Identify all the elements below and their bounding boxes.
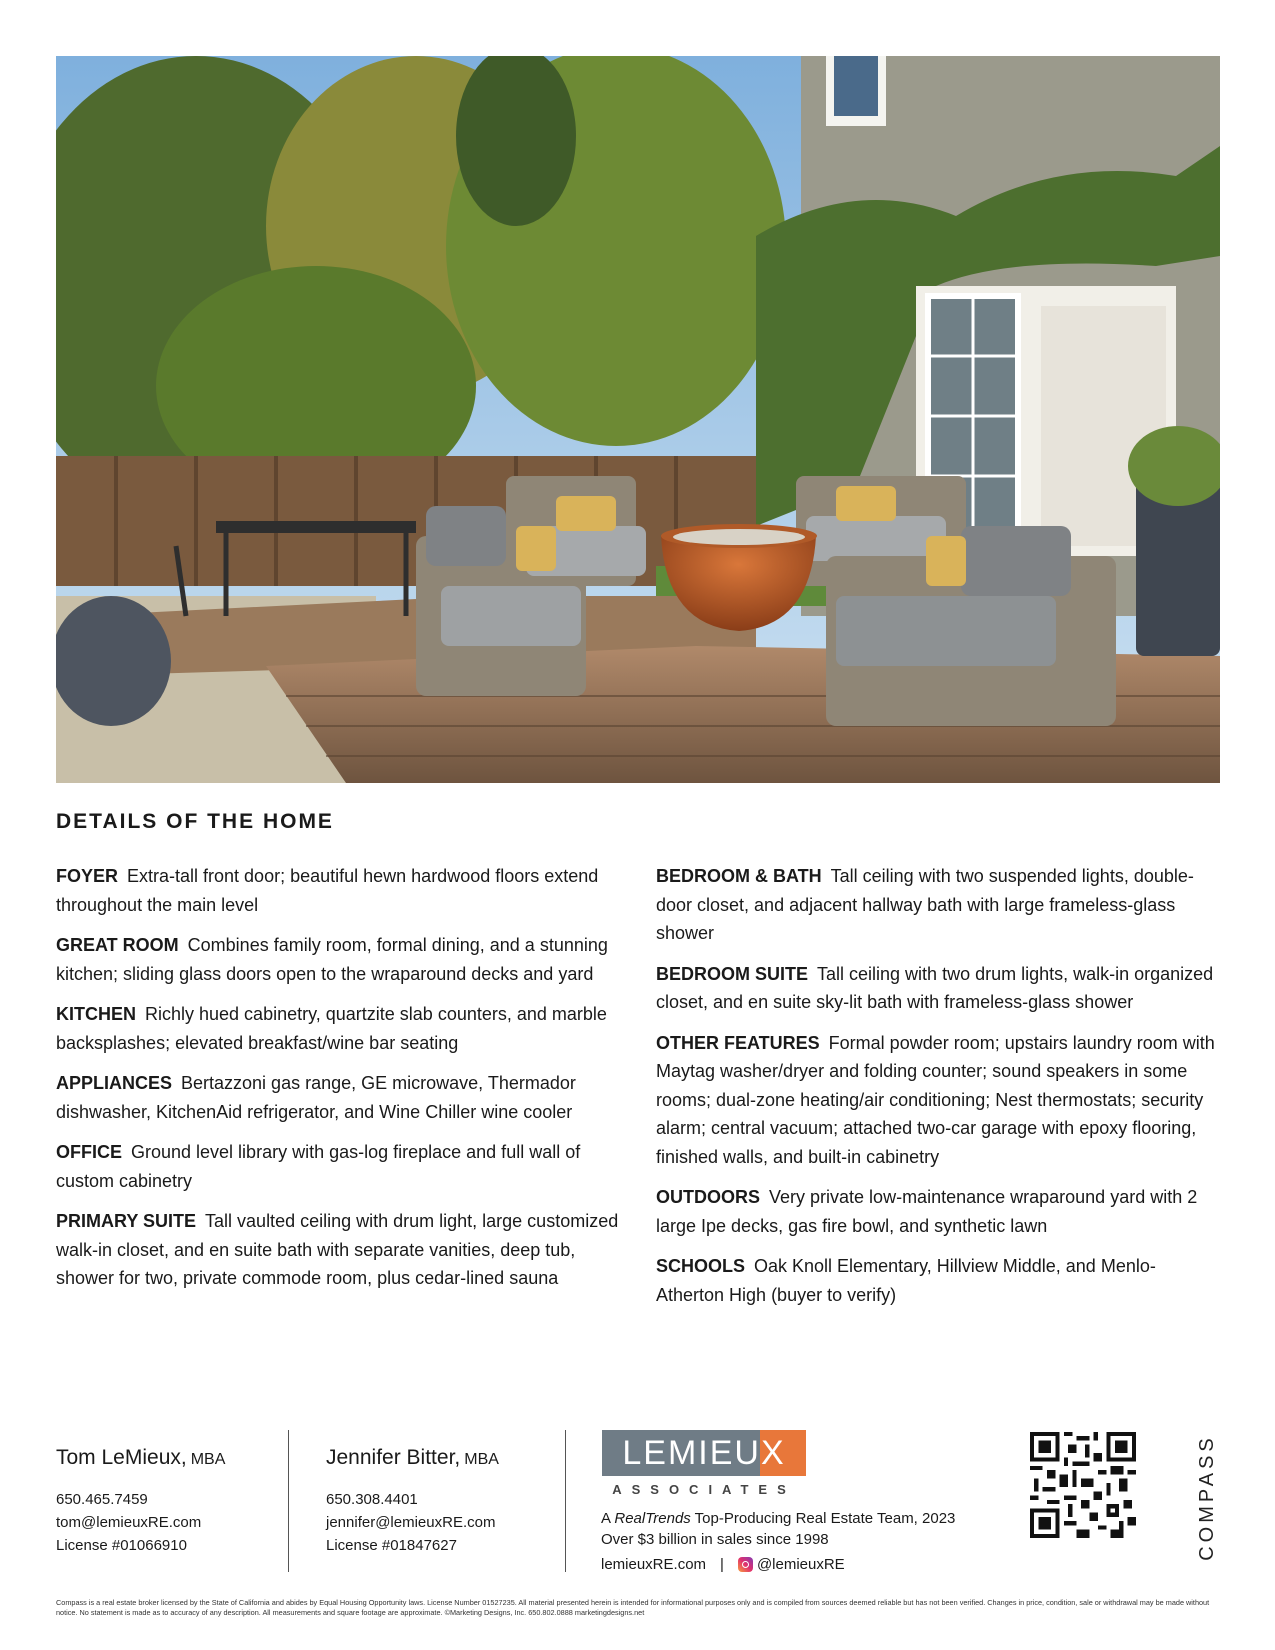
agent-email[interactable]: tom@lemieuxRE.com	[56, 1514, 202, 1531]
detail-label: FOYER	[56, 866, 119, 886]
agent-name	[326, 1446, 499, 1470]
detail-text: Ground level library with gas-log fireplace and full wall of custom cabinetry	[56, 1142, 581, 1191]
qr-code[interactable]	[1030, 1432, 1136, 1538]
detail-label: APPLIANCES	[56, 1073, 173, 1093]
tagline-prefix: A	[601, 1510, 615, 1527]
detail-bedroom-suite	[656, 960, 1221, 1017]
detail-label: OFFICE	[56, 1142, 122, 1162]
agent-license: License #01847627	[326, 1537, 457, 1554]
tagline	[601, 1508, 955, 1550]
legal-disclaimer: Compass is a real estate broker licensed by the State of California and abides by Equal Housing Opportunity laws. License Number 01527235. All material presented herein is intended for informational purposes only and is compiled from sources deemed reliable but has not been verified. Changes in price, condition, sale or withdrawal may be made without notice. No statement is made as to accuracy of any description. All measurements and square footage are approximate. ©Marketing Designs, Inc. 650.802.0888 marketingdesigns.net	[56, 1598, 1210, 1617]
agent-license: License #01066910	[56, 1537, 187, 1554]
tagline-award	[601, 1508, 955, 1529]
detail-office	[56, 1138, 621, 1195]
agent-credential: MBA	[464, 1451, 499, 1468]
detail-label: OUTDOORS	[656, 1187, 761, 1207]
agent-phone[interactable]: 650.308.4401	[326, 1491, 418, 1508]
compass-wordmark: COMPASS	[1195, 1433, 1218, 1561]
divider	[288, 1430, 289, 1572]
brand-links	[601, 1556, 845, 1573]
tagline-rest: Top-Producing Real Estate Team, 2023	[690, 1510, 956, 1527]
detail-great-room	[56, 931, 621, 988]
detail-label: KITCHEN	[56, 1004, 136, 1024]
detail-text: Bertazzoni gas range, GE microwave, Thermador dishwasher, KitchenAid refrigerator, and Wine Chiller wine cooler	[56, 1073, 576, 1122]
tagline-sales: Over $3 billion in sales since 1998	[601, 1531, 829, 1548]
detail-text: Tall vaulted ceiling with drum light, large customized walk-in closet, and en suite bath with separate vanities, deep tub, shower for two, private commode room, plus cedar-lined sauna	[56, 1211, 619, 1288]
tagline-realtrends: RealTrends	[614, 1510, 691, 1527]
compass-logo	[1194, 1432, 1220, 1562]
detail-outdoors	[656, 1183, 1221, 1240]
detail-kitchen	[56, 1000, 621, 1057]
agent-email[interactable]: jennifer@lemieuxRE.com	[326, 1514, 496, 1531]
detail-text: Combines family room, formal dining, and a stunning kitchen; sliding glass doors open to the wraparound decks and yard	[56, 935, 608, 984]
detail-bedroom-bath	[656, 862, 1221, 948]
detail-foyer	[56, 862, 621, 919]
website-link[interactable]: lemieuxRE.com	[601, 1556, 707, 1573]
logo-subtitle: ASSOCIATES	[612, 1482, 796, 1497]
divider	[565, 1430, 566, 1572]
detail-label: BEDROOM & BATH	[656, 866, 822, 886]
agent-phone[interactable]: 650.465.7459	[56, 1491, 148, 1508]
detail-appliances	[56, 1069, 621, 1126]
detail-primary-suite	[56, 1207, 621, 1293]
detail-text: Tall ceiling with two suspended lights, double-door closet, and adjacent hallway bath with large frameless-glass shower	[656, 866, 1194, 943]
detail-text: Extra-tall front door; beautiful hewn hardwood floors extend throughout the main level	[56, 866, 599, 915]
detail-text: Oak Knoll Elementary, Hillview Middle, and Menlo-Atherton High (buyer to verify)	[656, 1256, 1156, 1305]
agent-card-jennifer	[326, 1446, 499, 1557]
detail-text: Very private low-maintenance wraparound yard with 2 large Ipe decks, gas fire bowl, and synthetic lawn	[656, 1187, 1198, 1236]
instagram-icon	[738, 1557, 753, 1572]
detail-other-features	[656, 1029, 1221, 1172]
detail-text: Tall ceiling with two drum lights, walk-in organized closet, and en suite sky-lit bath with frameless-glass shower	[656, 963, 1214, 1012]
detail-text: Richly hued cabinetry, quartzite slab counters, and marble backsplashes; elevated breakfast/wine bar seating	[56, 1004, 607, 1053]
instagram-handle[interactable]: @lemieuxRE	[756, 1556, 845, 1573]
details-column-right	[656, 862, 1221, 1321]
lemieux-logo	[602, 1430, 806, 1498]
hero-photo	[56, 56, 1220, 783]
agent-name-text: Jennifer Bitter,	[326, 1446, 461, 1469]
agent-name	[56, 1446, 225, 1470]
logo-wordmark: LEMIEUX	[622, 1434, 786, 1472]
detail-label: GREAT ROOM	[56, 935, 179, 955]
agent-card-tom	[56, 1446, 225, 1557]
detail-label: SCHOOLS	[656, 1256, 746, 1276]
logo-wordmark-box	[602, 1430, 806, 1476]
agent-name-text: Tom LeMieux,	[56, 1446, 187, 1469]
details-column-left	[56, 862, 621, 1305]
details-heading: DETAILS OF THE HOME	[56, 810, 334, 833]
detail-schools	[656, 1252, 1221, 1309]
detail-label: OTHER FEATURES	[656, 1032, 820, 1053]
detail-text: Formal powder room; upstairs laundry room with Maytag washer/dryer and folding counter; sound speakers in some rooms; dual-zone heating/air conditioning; Nest thermostats; security alarm; central vacuum; attached two-car garage with epoxy flooring, finished walls, and built-in cabinetry	[656, 1032, 1215, 1167]
detail-label: PRIMARY SUITE	[56, 1211, 197, 1231]
detail-label: BEDROOM SUITE	[656, 963, 809, 984]
link-separator: |	[720, 1556, 724, 1573]
agent-credential: MBA	[190, 1451, 226, 1468]
